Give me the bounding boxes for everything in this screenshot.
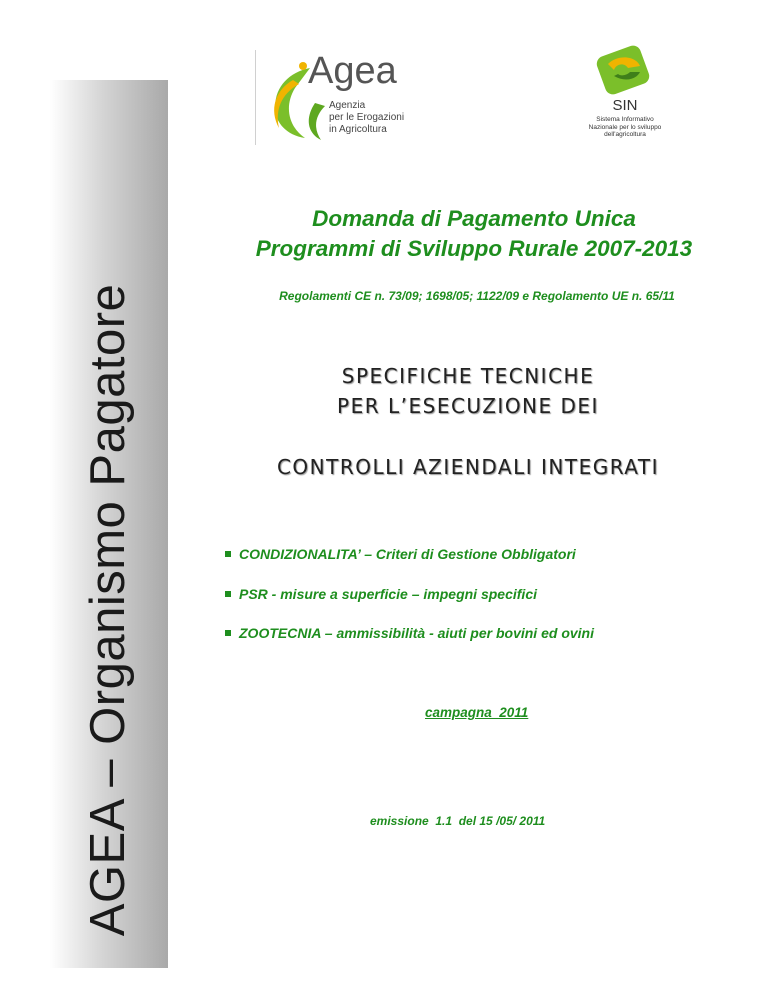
bullet-psr: PSR - misure a superficie – impegni specifici <box>225 586 537 602</box>
sin-logo-subtitle: Sistema Informativo Nazionale per lo sviluppo dell'agricoltura <box>588 116 662 138</box>
sin-logo-name: SIN <box>612 97 638 114</box>
sin-logo-icon <box>570 42 680 97</box>
bullet-zootecnia: ZOOTECNIA – ammissibilità - aiuti per bovini ed ovini <box>225 625 594 641</box>
emission: emissione 1.1 del 15 /05/ 2011 <box>370 814 546 828</box>
sidebar-title: AGEA – Organismo Pagatore <box>81 283 135 937</box>
campaign: campagna 2011 <box>425 705 529 720</box>
bullet-square-icon <box>225 551 231 557</box>
title-line-1: Domanda di Pagamento Unica <box>312 206 636 231</box>
spec-line-1: SPECIFICHE TECNICHE <box>341 364 595 388</box>
agea-logo-name: Agea <box>308 50 397 92</box>
title-line-2: Programmi di Sviluppo Rurale 2007-2013 <box>255 236 693 261</box>
agea-logo-subtitle: Agenzia per le Erogazioni in Agricoltura <box>329 100 405 135</box>
bullet-square-icon <box>225 591 231 597</box>
spec-line-3: CONTROLLI AZIENDALI INTEGRATI <box>276 455 660 479</box>
regulations: Regolamenti CE n. 73/09; 1698/05; 1122/09 e Regolamento UE n. 65/11 <box>279 289 675 303</box>
sin-logo <box>570 42 680 142</box>
bullet-condizionalita: CONDIZIONALITA’ – Criteri di Gestione Obbligatori <box>225 546 576 562</box>
spec-line-2: PER L’ESECUZIONE DEI <box>337 394 599 418</box>
bullet-square-icon <box>225 630 231 636</box>
